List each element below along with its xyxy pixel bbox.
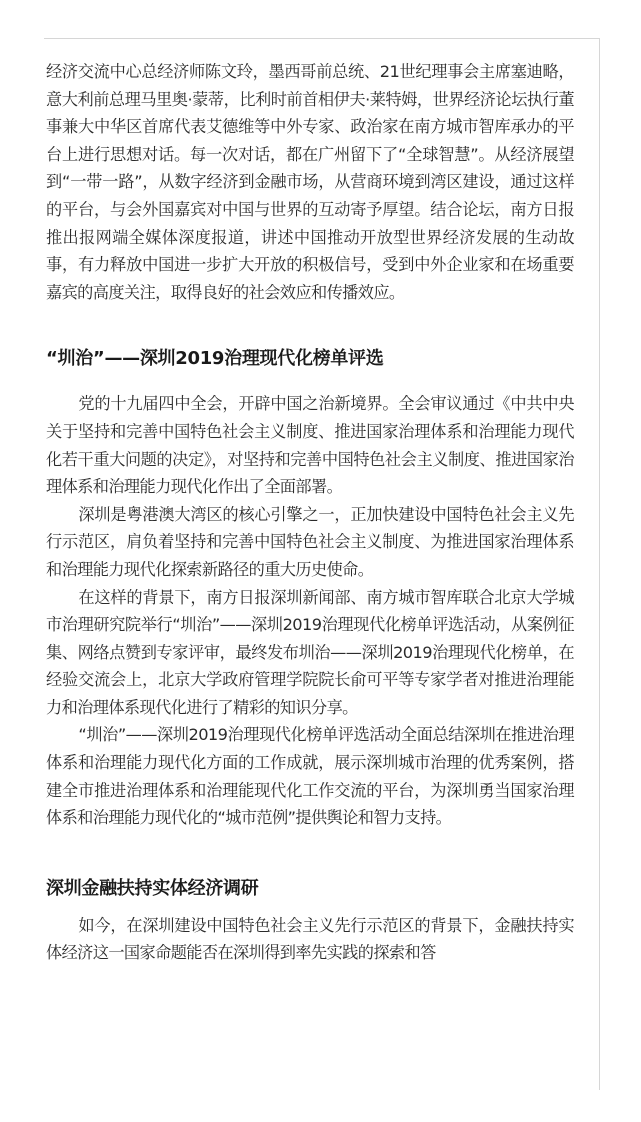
section1-paragraph-1: 党的十九届四中全会，开辟中国之治新境界。全会审议通过《中共中央关于坚持和完善中国特色社会主义制度、推进国家治理体系和治理能力现代化若干重大问题的决定》，对坚持和完善中国特色社会主义制度、推进国家治理体系和治理能力现代化作出了全面部署。 [46, 394, 574, 497]
section1-paragraph-4: “圳治”——深圳2019治理现代化榜单评选活动全面总结深圳在推进治理体系和治理能力现代化方面的工作成就，展示深圳城市治理的优秀案例，搭建全市推进治理体系和治理能现代化工作交流的平台，为深圳勇当国家治理体系和治理能力现代化的“城市范例”提供舆论和智力支持。 [46, 725, 574, 828]
section1-paragraph-2: 深圳是粤港澳大湾区的核心引擎之一，正加快建设中国特色社会主义先行示范区，肩负着坚持和完善中国特色社会主义制度、为推进国家治理体系和治理能力现代化探索新路径的重大历史使命。 [46, 504, 574, 579]
article-body [46, 58, 574, 967]
section-heading-finance: 深圳金融扶持实体经济调研 [46, 877, 259, 899]
top-divider [44, 38, 600, 39]
intro-paragraph: 经济交流中心总经济师陈文玲，墨西哥前总统、21世纪理事会主席塞迪略，意大利前总理马里奥·蒙蒂，比利时前首相伊夫·莱特姆，世界经济论坛执行董事兼大中华区首席代表艾德维等中外专家、政治家在南方城市智库承办的平台上进行思想对话。每一次对话，都在广州留下了“全球智慧”。从经济展望到“一带一路”，从数字经济到金融市场，从营商环境到湾区建设，通过这样的平台，与会外国嘉宾对中国与世界的互动寄予厚望。结合论坛，南方日报推出报网端全媒体深度报道，讲述中国推动开放型世界经济发展的生动故事，有力释放中国进一步扩大开放的积极信号，受到中外企业家和在场重要嘉宾的高度关注，取得良好的社会效应和传播效应。 [46, 62, 574, 302]
section-heading-zhenzhi: “圳治”——深圳2019治理现代化榜单评选 [46, 348, 384, 370]
section1-paragraph-3: 在这样的背景下，南方日报深圳新闻部、南方城市智库联合北京大学城市治理研究院举行“圳治”——深圳2019治理现代化榜单评选活动，从案例征集、网络点赞到专家评审，最终发布圳治——深圳2019治理现代化榜单，在经验交流会上，北京大学政府管理学院院长俞可平等专家学者对推进治理能力和治理体系现代化进行了精彩的知识分享。 [46, 587, 574, 717]
section2-paragraph-1: 如今，在深圳建设中国特色社会主义先行示范区的背景下，金融扶持实体经济这一国家命题能否在深圳得到率先实践的探索和答 [46, 915, 574, 963]
right-margin-divider [599, 38, 600, 1090]
